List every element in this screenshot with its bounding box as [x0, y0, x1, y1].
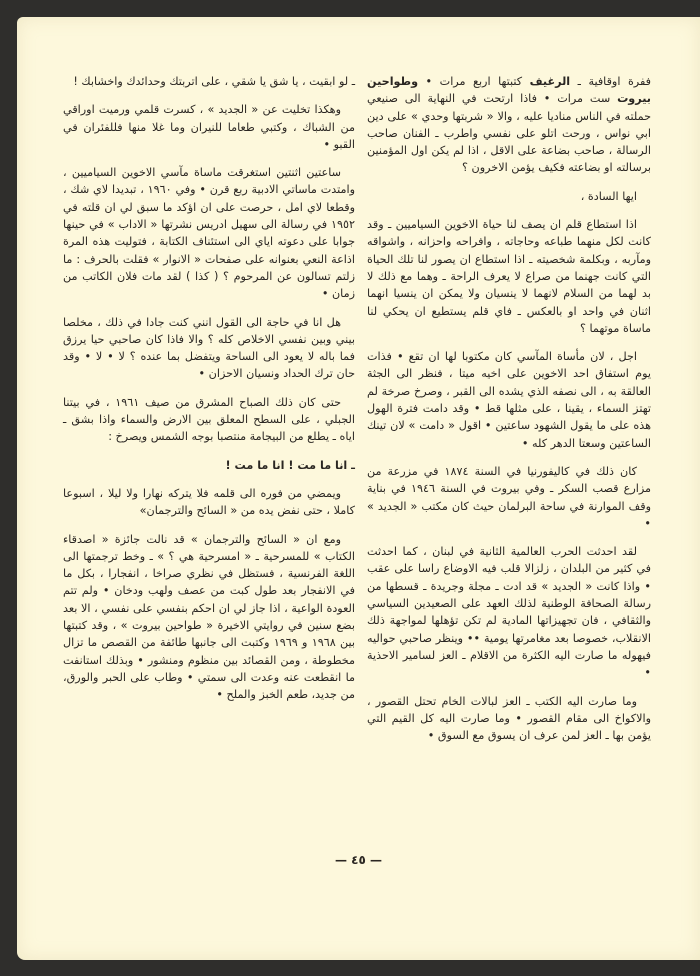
paragraph-i-did-not-die: ـ انا ما مت ! انا ما مت ! [225, 458, 355, 472]
text-run: كتبتها اربع مرات • [418, 75, 530, 88]
paragraph-sincerity: هل انا في حاجة الى القول انني كنت جادا في ذلك ، مخلصا بيني وبين نفسي الاخلاص كله ؟ والا فاذا كان صاحبي حيا يرزق فما باله لا يعود الى الساحة ويتفضل بما عنده ؟ لا • لا • وقد حان ترك الحداد ونسيان الاحزان • [63, 315, 355, 381]
bold-title-bread: الرغيف [529, 75, 571, 88]
text-run: ست مرات • فاذا ارتحت في النهاية الى صنيعي حملته في الناس مناديا عليه ، والا « شربتها وحدي » على دين ابي نواس ، ورحت اتلو على نفسي واطرب ـ الفنان صاحب الرسالة ، صاحب بضاعة على الاقل ، اذا لم يكن اول المؤمنين برسالته او بضاعته فكيف يؤمن الاخرون ؟ [367, 92, 651, 175]
paragraph-salutation: ايها السادة ، [580, 189, 637, 203]
paragraph-siamese-twins: اذا استطاع قلم ان يصف لنا حياة الاخوين السياميين ـ وقد كانت لكل منهما طباعه وحاجاته ، وافراحه واحزانه ، واشواقه ومآربه ، وبكلمة شخصيته ـ اذا استطاع ان يصور لنا تلك الحياة التي كانت جهنما من صراع لا يعرف الراحة ـ وهما مع ذلك لا بد لهما من السلام لانهما لا ينسيان ولا يمكن ان ينسيا انهما اثنان في واحد او بالعكس ـ فاي قلم يستطيع ان يحكي لنا ماساة موتهما ؟ [367, 218, 651, 335]
paragraph-tragedy: اجل ، لان مأساة المآسي كان مكتوبا لها ان تقع • فذات يوم استفاق احد الاخوين على اخيه ميتا ، فنظر الى الجثة العالقة به ، الى نصفه الذي يشده الى القبر ، وصرخ صرخة لم تهتز السماء ، يقينا ، على مثلها قط • وقد دامت فترة الهول هذه على ما يقول الشهود ساعتين • اقول « دامت » لان تينك الساعتين وسعتا الدهر كله • [367, 350, 651, 450]
right-column [367, 73, 651, 755]
paragraph-two-hours: ساعتين اثنتين استغرقت ماساة مآسي الاخوين السياميين ، وامتدت ماساتي الادبية ربع قرن • وفي ١٩٦٠ ، تبديدا لاي شك ، وقطعا لاي امل ، حرصت على ان اؤكد ما سبق لي ان قلته في ١٩٥٢ في رسالة الى سهيل ادريس نشرتها « الاداب » في حينها جوابا على دعوته اياي الى استئناف الكتابة ، فتوليت هذه المرة اذاعة النعي بعنوانه على صفحات « الانوار » فقلت بالحرف : ما زلتم تسالون عن المرحوم ؟ ( كذا ) لقد مات فلان الكاتب من زمان • [63, 166, 355, 301]
paragraph-bread-mills [367, 73, 651, 177]
paragraph-summer-1961: حتى كان ذلك الصباح المشرق من صيف ١٩٦١ ، في بيتنا الجبلي ، على السطح المعلق بين الارض والسماء واذا بشق ـ اياه ـ يطلع من البيجامة منتصبا بوجه الشمس ويصرخ : [63, 395, 355, 444]
magazine-page [17, 17, 700, 960]
paragraph-abandoned-jadid: وهكذا تخليت عن « الجديد » ، كسرت قلمي ورميت اوراقي من الشباك ، وكتبي طعاما للنيران وما غلا منها فللفئران في القبو • [63, 103, 355, 151]
page-number: — ٤٥ — [334, 853, 383, 867]
paragraph-world-war: لقد احدثت الحرب العالمية الثانية في لبنان ، كما احدثت في كثير من البلدان ، زلزالا قلب فيه الاوضاع راسا على عقب • واذا كانت « الجديد » قد ادت ـ مجلة وجريدة ـ قسطها من رسالة الصحافة الوطنية لذلك العهد على الصعيدين السياسي والثقافي ، فان تجهيزاتها المادية لم تكن تؤهلها لمواجهة ذلك الانقلاب، خصوصا بعد مغامرتها يومية •• وينظر صاحبي حواليه فيهوله ما صارت اليه الكثرة من الاقلام ـ العز لسامير الاحذية • [367, 545, 651, 680]
paragraph-california: كان ذلك في كاليفورنيا في السنة ١٨٧٤ في مزرعة من مزارع قصب السكر ـ وفي بيروت في السنة ١٩٤٦ في بناية وقف الموارنة في ساحة البرلمان حيث كان مكتب « الجديد » • [367, 464, 651, 530]
bold-title-beirut-mills: وطواحين بيروت [367, 75, 651, 106]
paragraph-exclamation: ـ لو ابقيت ، يا شق يا شقي ، على اتربتك وحدائدك واخشابك ! [73, 75, 355, 88]
text-run: ففرة اوقافية ـ [570, 75, 651, 88]
paragraph-prize: ومع ان « السائح والترجمان » قد نالت جائزة « اصدقاء الكتاب » للمسرحية ـ « امسرحية هي ؟ » ـ وخط ترجمتها الى اللغة الفرنسية ، فستظل في نظري صراخا ، انفجارا ، بكل ما في الانفجار بعد طول كبت من عصف ولهب ودخان • ولم تتم العودة الواعية ، اذا جاز لي ان احكم بنفسي على نفسي ، الا بعد بضع سنين في روايتي الاخيرة « طواحين بيروت » ، وقد كتبتها بين ١٩٦٨ و ١٩٦٩ وكتبت الى جانبها طائفة من القصص ما تزال مخطوطة ، ومن القصائد بين منظوم ومنشور • وبذلك استانفت ما انقطعت عنه وعدت الى سمتي • وطاب على الحبر والورق، من جديد، طعم الخبز والملح • [63, 532, 356, 702]
paragraph-books: وما صارت اليه الكتب ـ العز لبالات الخام تحتل القصور ، والاكواخ الى مقام القصور • وما صارت اليه كل القيم التي يؤمن بها ـ العز لمن عرف ان يسوق مع السوق • [367, 694, 651, 743]
paragraph-week-writing: ويمضي من فوره الى قلمه فلا يتركه نهارا ولا ليلا ، اسبوعا كاملا ، حتى نفض يده من « السائح والترجمان» [63, 486, 355, 518]
left-column [63, 73, 355, 715]
